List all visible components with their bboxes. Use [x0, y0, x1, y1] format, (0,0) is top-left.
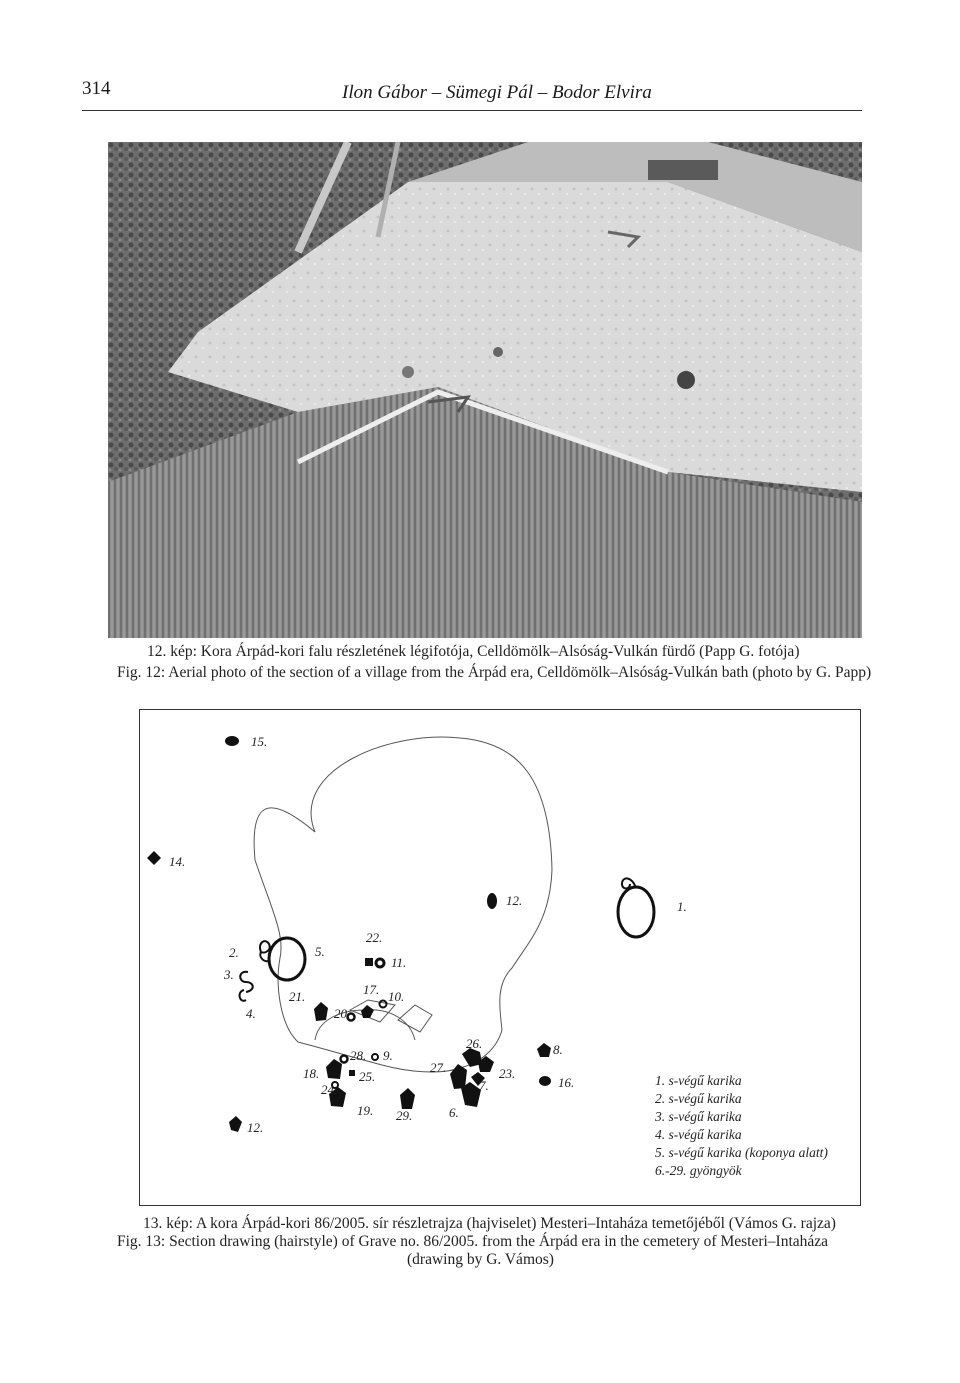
bead-25: [349, 1070, 355, 1076]
grave-drawing: [139, 709, 861, 1206]
label-19: 19.: [357, 1103, 374, 1118]
label-9: 9.: [383, 1048, 393, 1063]
bead-29: [400, 1088, 415, 1109]
label-5: 5.: [315, 944, 325, 959]
legend-item: 5. s-végű karika (koponya alatt): [655, 1145, 828, 1160]
ring-4: [240, 990, 246, 1001]
ring-1: [618, 887, 654, 937]
figure12-caption-hu: 12. kép: Kora Árpád-kori falu részletének légifotója, Celldömölk–Alsóság-Vulkán fürdő (Papp G. fotója): [147, 643, 800, 660]
bead-9: [372, 1054, 378, 1060]
legend-item: 3. s-végű karika: [655, 1109, 742, 1124]
ring-5: [269, 938, 305, 980]
label-22: 22.: [366, 930, 383, 945]
label-6: 6.: [449, 1105, 459, 1120]
bead-15: [225, 736, 239, 746]
label-28: 28.: [350, 1048, 367, 1063]
label-2: 2.: [229, 945, 239, 960]
running-title: Ilon Gábor – Sümegi Pál – Bodor Elvira: [342, 82, 652, 103]
bead-27: [450, 1064, 467, 1089]
label-24: 24.: [321, 1082, 338, 1097]
bead-10: [380, 1001, 387, 1008]
label-29: 29.: [396, 1108, 413, 1123]
ring-3: [240, 972, 253, 992]
legend-item: 6.-29. gyöngyök: [655, 1163, 742, 1178]
figure12-caption-en: Fig. 12: Aerial photo of the section of a village from the Árpád era, Celldömölk–Alsóság-Vulkán bath (photo by G. Papp): [117, 664, 872, 681]
bead-28: [341, 1056, 348, 1063]
bead-12: [487, 893, 497, 909]
label-17: 17.: [363, 982, 380, 997]
label-4: 4.: [246, 1006, 256, 1021]
label-20: 20.: [334, 1006, 351, 1021]
label-3: 3.: [224, 967, 234, 982]
label-7: 7.: [479, 1078, 489, 1093]
bead-22: [365, 958, 373, 966]
label-18: 18.: [303, 1066, 320, 1081]
legend-item: 4. s-végű karika: [655, 1127, 742, 1142]
legend: [655, 1072, 828, 1180]
label-27: 27.: [430, 1060, 447, 1075]
legend-item: 1. s-végű karika: [655, 1073, 742, 1088]
bead-11: [376, 959, 384, 967]
running-header: [82, 78, 862, 111]
legend-item: 2. s-végű karika: [655, 1091, 742, 1106]
figure13-caption-en-2: (drawing by G. Vámos): [407, 1251, 554, 1268]
label-21: 21.: [289, 989, 306, 1004]
label-15: 15.: [251, 734, 268, 749]
bead-14: [147, 851, 161, 865]
bead-17: [361, 1005, 374, 1018]
bead-21: [314, 1002, 328, 1021]
bead-18: [326, 1059, 342, 1079]
figure13-caption-hu: 13. kép: A kora Árpád-kori 86/2005. sír részletrajza (hajviselet) Mesteri–Intaháza temetőjéből (Vámos G. rajza): [143, 1215, 836, 1232]
label-25: 25.: [359, 1069, 376, 1084]
label-8: 8.: [553, 1042, 563, 1057]
page-number: 314: [82, 78, 111, 99]
bead-8: [537, 1043, 551, 1057]
tooth-outline: [398, 1005, 432, 1032]
label-12-top: 12.: [506, 893, 523, 908]
label-10: 10.: [388, 989, 405, 1004]
label-14: 14.: [169, 854, 186, 869]
label-11: 11.: [391, 955, 407, 970]
label-16: 16.: [558, 1075, 575, 1090]
label-23: 23.: [499, 1066, 516, 1081]
aerial-photo: [108, 142, 862, 638]
figure13-caption-en: Fig. 13: Section drawing (hairstyle) of Grave no. 86/2005. from the Árpád era in the cemetery of Mesteri–Intaháza: [117, 1233, 829, 1250]
label-12-bottom: 12.: [247, 1120, 264, 1135]
label-1: 1.: [677, 899, 687, 914]
bead-12b: [229, 1116, 242, 1132]
label-26: 26.: [466, 1036, 483, 1051]
bead-16: [539, 1076, 551, 1086]
